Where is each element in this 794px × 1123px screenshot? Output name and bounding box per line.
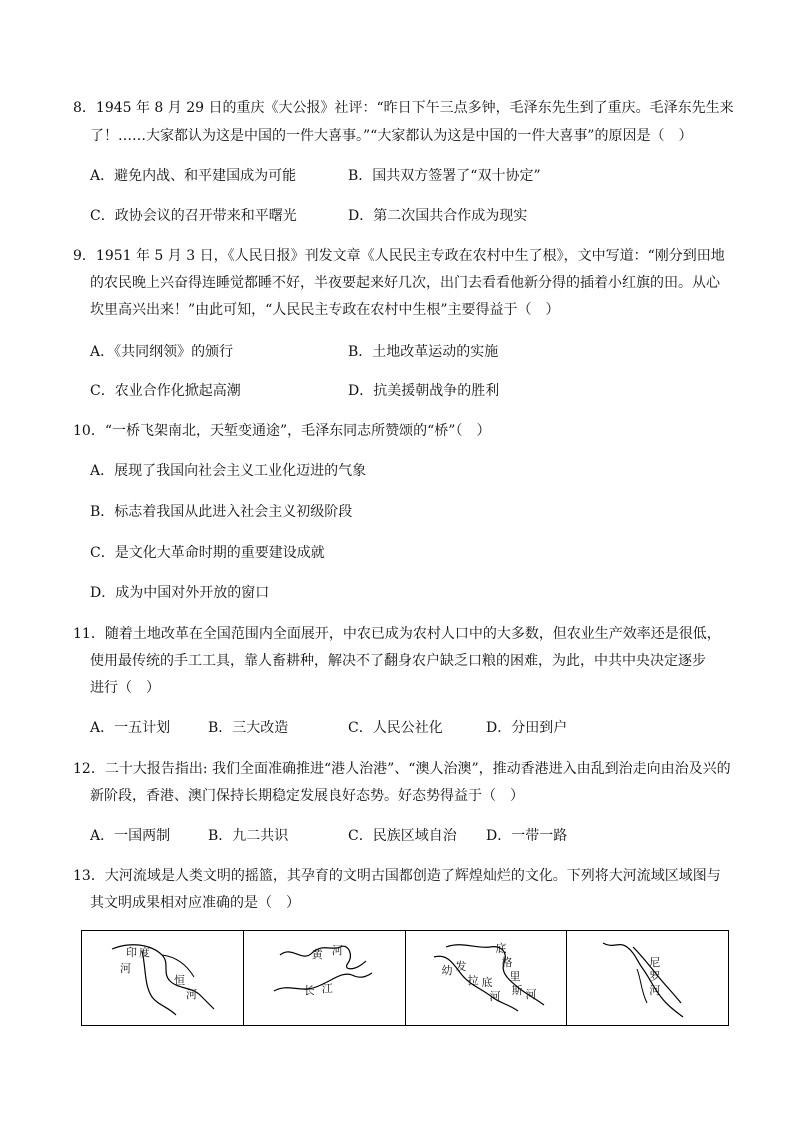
q10-option-b: B．标志着我国从此进入社会主义初级阶段 bbox=[90, 504, 353, 520]
q12-option-d: D．一带一路 bbox=[486, 828, 568, 844]
label-huang: 黄 bbox=[311, 948, 323, 961]
q9-line-1: 9．1951 年 5 月 3 日，《人民日报》刊发文章《人民民主专政在农村中生了根》，文中写道：“刚分到田地 bbox=[73, 248, 725, 264]
label-he: 河 bbox=[649, 984, 661, 997]
q8-line-2: 了！……大家都认为这是中国的一件大喜事。”“大家都认为这是中国的一件大喜事”的原因是（ ） bbox=[90, 128, 693, 144]
label-di-1: 底 bbox=[495, 942, 507, 955]
q11-option-a: A．一五计划 bbox=[90, 720, 171, 736]
label-jiang: 江 bbox=[321, 982, 333, 995]
q10-option-d: D．成为中国对外开放的窗口 bbox=[90, 585, 270, 601]
label-du: 度 bbox=[139, 946, 150, 959]
label-he-1: 河 bbox=[120, 962, 131, 975]
label-ge: 格 bbox=[501, 956, 513, 969]
map-mesopotamia bbox=[406, 931, 568, 1025]
q12-line-2: 新阶段，香港、澳门保持长期稳定发展良好态势。好态势得益于（ ） bbox=[90, 788, 524, 804]
label-he-2: 河 bbox=[489, 990, 501, 1003]
q11-line-3: 进行（ ） bbox=[90, 680, 160, 696]
label-he-1: 河 bbox=[525, 988, 537, 1001]
q9-option-d: D．抗美援朝战争的胜利 bbox=[348, 383, 500, 399]
label-you: 幼 bbox=[441, 964, 453, 977]
q11-line-2: 使用最传统的手工工具，靠人畜耕种，解决不了翻身农户缺乏口粮的困难，为此，中共中央决定逐步 bbox=[90, 653, 706, 669]
label-la: 拉 bbox=[467, 974, 479, 987]
label-luo: 罗 bbox=[649, 970, 661, 983]
label-fa: 发 bbox=[455, 960, 467, 973]
label-heng: 恒 bbox=[174, 974, 185, 987]
q12-option-a: A．一国两制 bbox=[90, 828, 171, 844]
nile-map bbox=[567, 931, 728, 1025]
q9-option-c: C．农业合作化掀起高潮 bbox=[90, 383, 241, 399]
q11-option-c: C．人民公社化 bbox=[348, 720, 443, 736]
q10-option-a: A．展现了我国向社会主义工业化迈进的气象 bbox=[90, 463, 367, 479]
q9-option-b: B．土地改革运动的实施 bbox=[348, 344, 499, 360]
q8-option-c: C．政协会议的召开带来和平曙光 bbox=[90, 208, 297, 224]
q12-option-c: C．民族区域自治 bbox=[348, 828, 457, 844]
q11-line-1: 11．随着土地改革在全国范围内全面展开，中农已成为农村人口中的大多数，但农业生产效率还是很低， bbox=[73, 626, 721, 642]
label-yin: 印 bbox=[126, 946, 137, 959]
q12-line-1: 12．二十大报告指出: 我们全面准确推进“港人治港”、“澳人治澳”，推动香港进入由乱到治走向由治及兴的 bbox=[73, 761, 731, 777]
map-nile bbox=[567, 931, 728, 1025]
map-yellow-yangtze bbox=[244, 931, 406, 1025]
label-ni: 尼 bbox=[649, 956, 661, 969]
label-chang: 长 bbox=[303, 984, 315, 997]
q11-option-d: D．分田到户 bbox=[486, 720, 568, 736]
label-li: 里 bbox=[509, 970, 521, 983]
q9-line-3: 坎里高兴出来！”由此可知，“人民民主专政在农村中生根”主要得益于（ ） bbox=[90, 302, 560, 318]
label-di-2: 底 bbox=[481, 976, 493, 989]
label-si: 斯 bbox=[511, 984, 523, 997]
river-map-table bbox=[81, 930, 729, 1026]
indus-ganges-map bbox=[82, 931, 243, 1025]
q12-option-b: B．九二共识 bbox=[208, 828, 289, 844]
q8-line-1: 8．1945 年 8 月 29 日的重庆《大公报》社评：“昨日下午三点多钟，毛泽东先生到了重庆。毛泽东先生来 bbox=[73, 100, 734, 116]
q13-line-1: 13．大河流域是人类文明的摇篮，其孕育的文明古国都创造了辉煌灿烂的文化。下列将大河流域区域图与 bbox=[73, 868, 721, 884]
label-he: 河 bbox=[331, 944, 343, 957]
q8-option-a: A．避免内战、和平建国成为可能 bbox=[90, 168, 297, 184]
q9-option-a: A．《共同纲领》的颁行 bbox=[90, 344, 234, 360]
label-he-2: 河 bbox=[186, 988, 197, 1001]
q10-line-1: 10．“一桥飞架南北，天堑变通途”，毛泽东同志所赞颂的“桥”（ ） bbox=[73, 423, 491, 439]
q9-line-2: 的农民晚上兴奋得连睡觉都睡不好，半夜要起来好几次，出门去看看他新分得的插着小红旗的田。从心 bbox=[90, 275, 720, 291]
q8-option-b: B．国共双方签署了“双十协定” bbox=[348, 168, 541, 184]
map-indus-ganges bbox=[82, 931, 244, 1025]
yellow-yangtze-map bbox=[244, 931, 405, 1025]
q10-option-c: C．是文化大革命时期的重要建设成就 bbox=[90, 545, 325, 561]
q13-line-2: 其文明成果相对应准确的是（ ） bbox=[90, 895, 300, 911]
q11-option-b: B．三大改造 bbox=[208, 720, 289, 736]
q8-option-d: D．第二次国共合作成为现实 bbox=[348, 208, 528, 224]
